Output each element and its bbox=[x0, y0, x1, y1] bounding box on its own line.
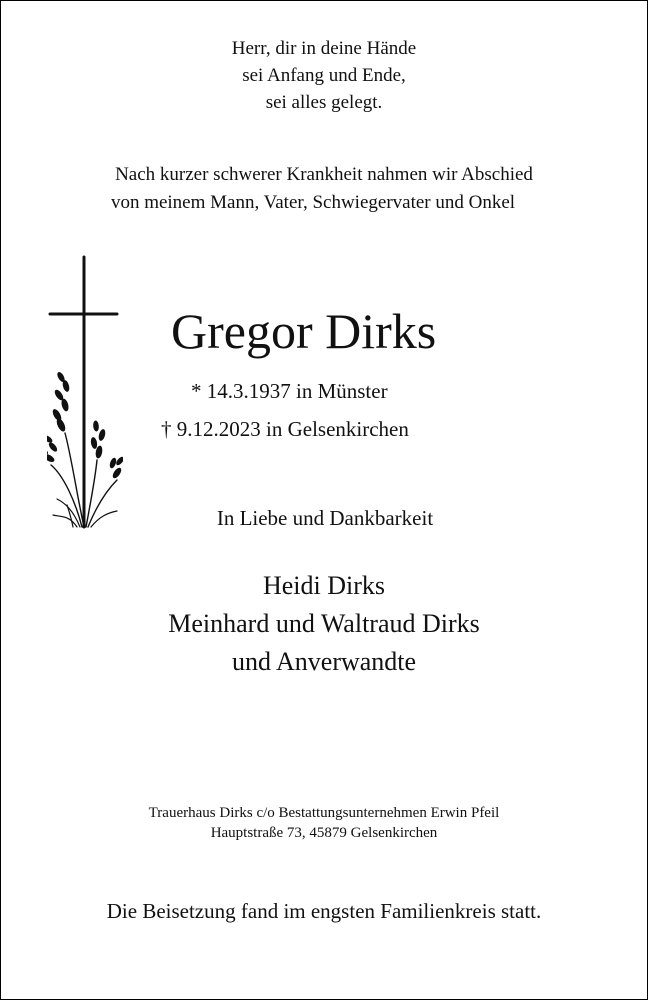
verse-line: sei Anfang und Ende, bbox=[242, 65, 406, 86]
mourning-address bbox=[1, 803, 647, 843]
burial-note: Die Beisetzung fand im engsten Familienkreis statt. bbox=[106, 899, 542, 923]
verse bbox=[1, 35, 647, 116]
mourner-line: Heidi Dirks bbox=[262, 571, 386, 600]
address-line: Hauptstraße 73, 45879 Gelsenkirchen bbox=[210, 825, 438, 841]
birth-date: * 14.3.1937 in Münster bbox=[191, 379, 388, 403]
cross-with-wheat-icon bbox=[47, 255, 123, 529]
deceased-name: Gregor Dirks bbox=[171, 303, 437, 359]
intro-text bbox=[1, 161, 647, 217]
life-dates bbox=[161, 372, 491, 448]
intro-line: Nach kurzer schwerer Krankheit nahmen wir Abschied bbox=[115, 164, 533, 185]
death-date: † 9.12.2023 in Gelsenkirchen bbox=[161, 417, 409, 441]
verse-line: sei alles gelegt. bbox=[265, 92, 383, 113]
mourner-line: und Anverwandte bbox=[231, 647, 417, 676]
mourners bbox=[1, 567, 647, 681]
verse-line: Herr, dir in deine Hände bbox=[231, 38, 417, 59]
mourner-line: Meinhard und Waltraud Dirks bbox=[168, 609, 480, 638]
address-line: Trauerhaus Dirks c/o Bestattungsunternehmen Erwin Pfeil bbox=[148, 805, 500, 821]
closing-phrase: In Liebe und Dankbarkeit bbox=[216, 506, 434, 530]
intro-line: von meinem Mann, Vater, Schwiegervater und Onkel bbox=[110, 192, 516, 213]
